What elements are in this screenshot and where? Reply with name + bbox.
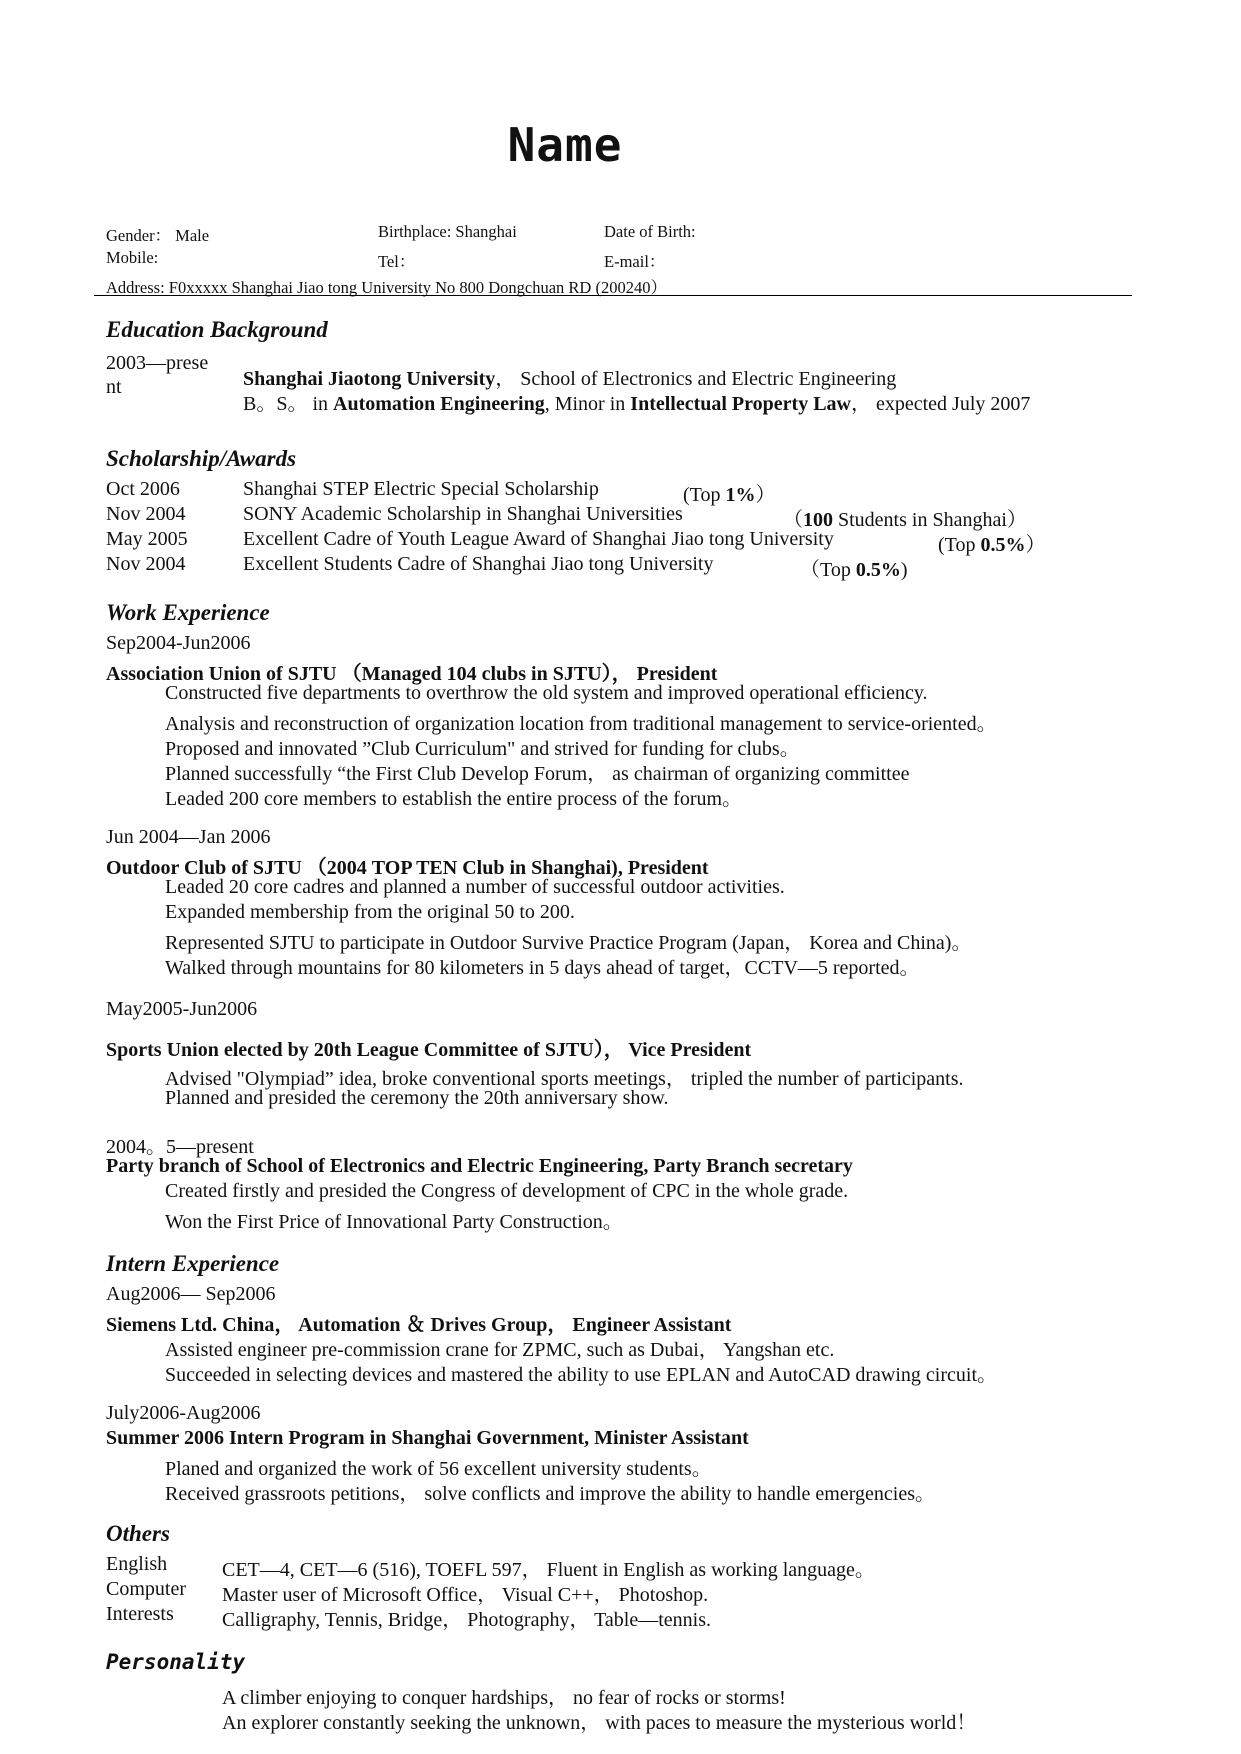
entry-title: Party branch of School of Electronics and Electric Engineering, Party Branch secretary — [106, 1155, 853, 1177]
personality-line: An explorer constantly seeking the unknown， with paces to measure the mysterious world！ — [222, 1712, 977, 1734]
entry-line: Planned and presided the ceremony the 20th anniversary show. — [165, 1087, 669, 1109]
others-label: English — [106, 1553, 168, 1575]
entry-line: Won the First Price of Innovational Party Construction。 — [165, 1211, 623, 1233]
entry-date: July2006-Aug2006 — [106, 1402, 261, 1424]
header-divider — [94, 295, 1132, 296]
entry-title: Summer 2006 Intern Program in Shanghai Government, Minister Assistant — [106, 1427, 749, 1449]
birthplace: Birthplace: Shanghai — [378, 222, 517, 241]
award-note-post: Students in Shanghai） — [833, 509, 1027, 531]
award-note-pre: (Top — [938, 534, 981, 556]
entry-date: 2004。5—present — [106, 1136, 254, 1158]
entry-line: Succeeded in selecting devices and mastered the ability to use EPLAN and AutoCAD drawing circuit。 — [165, 1364, 998, 1386]
section-heading-work: Work Experience — [106, 600, 270, 625]
award-date: Nov 2004 — [106, 553, 186, 575]
expected-graduation: ， expected July 2007 — [850, 393, 1031, 415]
minor-prefix: , Minor in — [544, 393, 631, 415]
award-note-value: 0.5% — [980, 534, 1026, 556]
entry-line: Assisted engineer pre-commission crane for ZPMC, such as Dubai， Yangshan etc. — [165, 1339, 835, 1361]
entry-date: Sep2004-Jun2006 — [106, 632, 251, 654]
entry-date: Jun 2004—Jan 2006 — [106, 826, 271, 848]
section-heading-awards: Scholarship/Awards — [106, 446, 297, 471]
others-label: Interests — [106, 1603, 174, 1625]
award-note-value: 100 — [803, 509, 833, 531]
entry-line: Advised "Olympiad” idea, broke conventional sports meetings， tripled the number of participants. — [165, 1068, 964, 1090]
award-note-pre: （Top — [800, 559, 856, 581]
entry-line: Constructed five departments to overthrow the old system and improved operational efficiency. — [165, 682, 928, 704]
resume-name: Name — [507, 118, 623, 172]
email: E-mail： — [604, 252, 666, 271]
entry-line: Leaded 20 core cadres and planned a number of successful outdoor activities. — [165, 876, 785, 898]
section-heading-intern: Intern Experience — [106, 1251, 280, 1276]
address: Address: F0xxxxx Shanghai Jiao tong University No 800 Dongchuan RD (200240） — [106, 278, 667, 297]
entry-line: Expanded membership from the original 50 to 200. — [165, 901, 575, 923]
award-note-post: ） — [1025, 534, 1046, 556]
others-text: CET—4, CET—6 (516), TOEFL 597， Fluent in English as working language。 — [222, 1559, 875, 1581]
major: Automation Engineering — [333, 393, 545, 415]
award-date: Nov 2004 — [106, 503, 186, 525]
award-note-pre: （ — [783, 509, 803, 531]
entry-line: Analysis and reconstruction of organization location from traditional management to service-oriented。 — [165, 713, 997, 735]
award-note — [938, 528, 1045, 557]
section-heading-personality: Personality — [106, 1650, 246, 1674]
award-note — [800, 553, 908, 582]
award-date: Oct 2006 — [106, 478, 180, 500]
award-title: SONY Academic Scholarship in Shanghai Universities — [243, 503, 683, 525]
award-note-pre: (Top — [683, 484, 726, 506]
section-heading-education: Education Background — [106, 317, 328, 342]
entry-line: Planed and organized the work of 56 excellent university students。 — [165, 1458, 712, 1480]
award-note-post: ） — [755, 484, 776, 506]
entry-line: Leaded 200 core members to establish the entire process of the forum。 — [165, 788, 743, 810]
date-of-birth: Date of Birth: — [604, 222, 696, 241]
entry-line: Created firstly and presided the Congress of development of CPC in the whole grade. — [165, 1180, 849, 1202]
minor: Intellectual Property Law — [630, 393, 851, 415]
award-note-post: ) — [900, 559, 908, 581]
entry-line: Proposed and innovated ”Club Curriculum" and strived for funding for clubs。 — [165, 738, 800, 760]
entry-title: Siemens Ltd. China， Automation ＆ Drives Group， Engineer Assistant — [106, 1314, 732, 1336]
others-label: Computer — [106, 1578, 186, 1600]
mobile: Mobile: — [106, 248, 159, 267]
entry-line: Planned successfully “the First Club Develop Forum， as chairman of organizing committee — [165, 763, 910, 785]
gender: Gender： Male — [106, 226, 210, 245]
others-text: Calligraphy, Tennis, Bridge， Photography， Table—tennis. — [222, 1609, 711, 1631]
degree-prefix: B。S。 in — [243, 393, 334, 415]
education-date: 2003—prese nt — [106, 352, 209, 398]
university-name: Shanghai Jiaotong University — [243, 368, 496, 390]
entry-date: Aug2006— Sep2006 — [106, 1283, 276, 1305]
education-line-2 — [243, 387, 1030, 416]
entry-line: Walked through mountains for 80 kilometers in 5 days ahead of target，CCTV—5 reported。 — [165, 957, 920, 979]
award-date: May 2005 — [106, 528, 188, 550]
entry-line: Represented SJTU to participate in Outdoor Survive Practice Program (Japan， Korea and China)。 — [165, 932, 972, 954]
award-note-value: 1% — [725, 484, 756, 506]
entry-date: May2005-Jun2006 — [106, 998, 258, 1020]
others-text: Master user of Microsoft Office， Visual C++， Photoshop. — [222, 1584, 709, 1606]
entry-line: Received grassroots petitions， solve conflicts and improve the ability to handle emergencies。 — [165, 1483, 935, 1505]
entry-title: Outdoor Club of SJTU （2004 TOP TEN Club in Shanghai), President — [106, 857, 709, 879]
school-name: ， School of Electronics and Electric Engineering — [495, 368, 897, 390]
award-note-value: 0.5% — [855, 559, 901, 581]
entry-title: Sports Union elected by 20th League Committee of SJTU）， Vice President — [106, 1039, 752, 1061]
award-note — [683, 478, 775, 507]
entry-title: Association Union of SJTU （Managed 104 clubs in SJTU）， President — [106, 663, 718, 685]
award-title: Shanghai STEP Electric Special Scholarship — [243, 478, 599, 500]
section-heading-others: Others — [106, 1521, 170, 1546]
award-title: Excellent Cadre of Youth League Award of Shanghai Jiao tong University — [243, 528, 834, 550]
tel: Tel： — [378, 252, 416, 271]
personality-line: A climber enjoying to conquer hardships， no fear of rocks or storms! — [222, 1687, 786, 1709]
award-title: Excellent Students Cadre of Shanghai Jiao tong University — [243, 553, 714, 575]
